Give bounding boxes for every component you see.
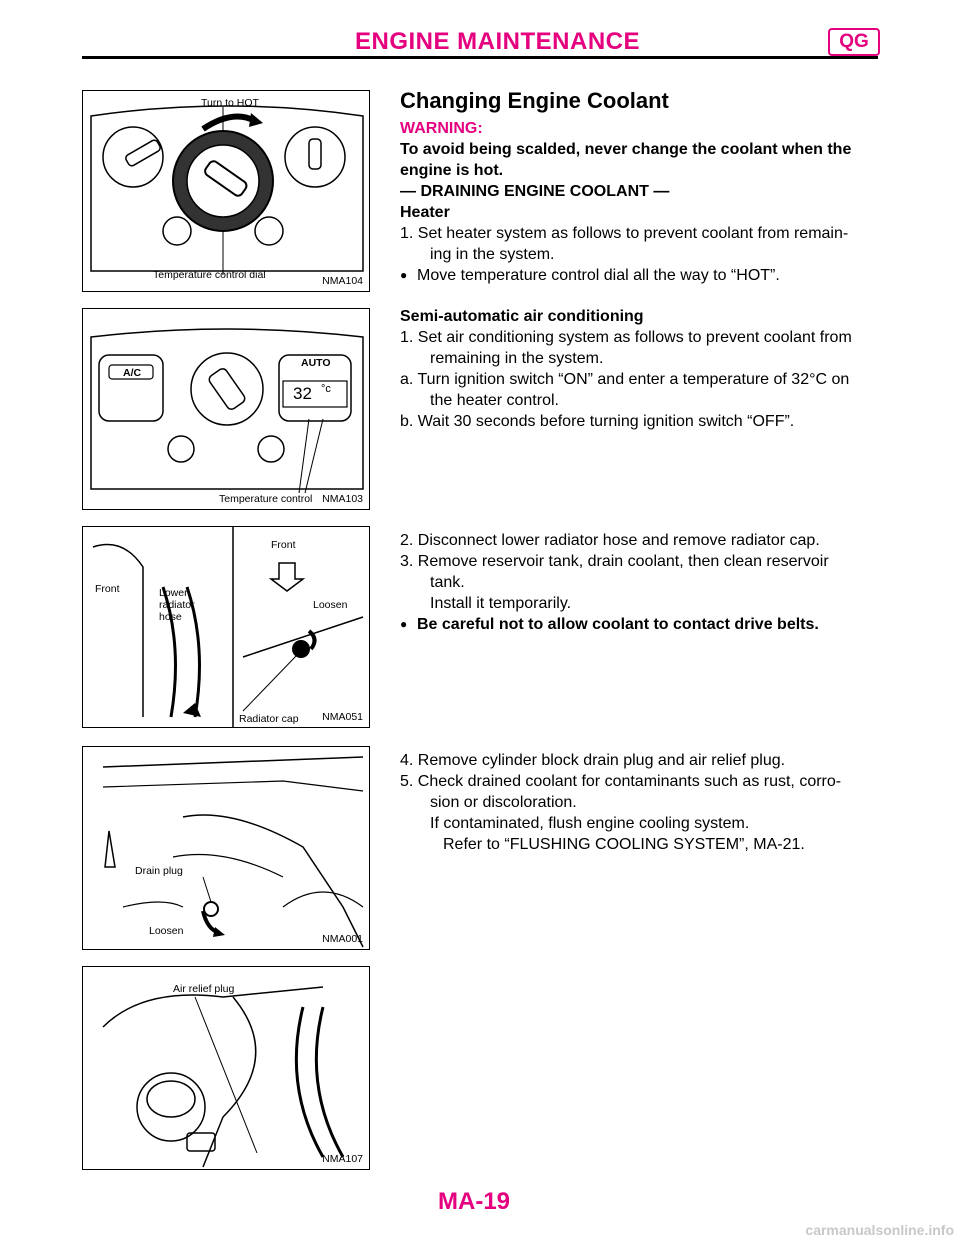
label-air-relief-plug: Air relief plug bbox=[173, 983, 235, 995]
semi-step-1-cont: remaining in the system. bbox=[430, 350, 604, 367]
step-3-cont: tank. bbox=[430, 574, 465, 591]
label-lower-radiator-hose: Lower radiator hose bbox=[159, 587, 195, 623]
figure-drain-plug bbox=[82, 746, 370, 950]
figure-code: NMA103 bbox=[322, 493, 363, 505]
section-title: Changing Engine Coolant bbox=[400, 88, 669, 113]
label-front-right: Front bbox=[271, 539, 296, 551]
figure-air-relief-plug bbox=[82, 966, 370, 1170]
label-temperature-control: Temperature control bbox=[219, 493, 313, 505]
figure-ac-control bbox=[82, 308, 370, 510]
semi-step-a: a. Turn ignition switch “ON” and enter a temperature of 32°C on bbox=[400, 371, 850, 388]
subhead-draining: — DRAINING ENGINE COOLANT — bbox=[400, 183, 670, 200]
semi-step-a-cont: the heater control. bbox=[430, 392, 559, 409]
figure-code: NMA107 bbox=[322, 1153, 363, 1165]
step-3: 3. Remove reservoir tank, drain coolant, then clean reservoir bbox=[400, 553, 829, 570]
warning-label: WARNING: bbox=[400, 120, 483, 137]
watermark: carmanualsonline.info bbox=[805, 1222, 954, 1238]
label-loosen: Loosen bbox=[313, 599, 348, 611]
heater-step-1-cont: ing in the system. bbox=[430, 246, 555, 263]
ac-control-illustration bbox=[83, 309, 370, 510]
step-5-ref: Refer to “FLUSHING COOLING SYSTEM”, MA-21. bbox=[443, 836, 805, 853]
step-4: 4. Remove cylinder block drain plug and air relief plug. bbox=[400, 752, 786, 769]
temperature-unit: °c bbox=[321, 383, 331, 395]
drain-plug-illustration bbox=[83, 747, 370, 950]
auto-button-label: AUTO bbox=[301, 357, 331, 369]
page-title: ENGINE MAINTENANCE bbox=[355, 28, 641, 55]
figure-code: NMA001 bbox=[322, 933, 363, 945]
page-number: MA-19 bbox=[438, 1188, 511, 1215]
heater-control-illustration bbox=[83, 91, 370, 292]
semi-step-1: 1. Set air conditioning system as follows to prevent coolant from bbox=[400, 329, 852, 346]
warning-text: To avoid being scalded, never change the coolant when the engine is hot. bbox=[400, 141, 852, 179]
step-3-cont2: Install it temporarily. bbox=[430, 595, 572, 612]
label-temperature-control-dial: Temperature control dial bbox=[153, 269, 266, 281]
figure-heater-control bbox=[82, 90, 370, 292]
heater-title: Heater bbox=[400, 204, 450, 221]
label-turn-to-hot: Turn to HOT bbox=[201, 97, 259, 109]
radiator-illustration bbox=[83, 527, 370, 728]
label-drain-plug: Drain plug bbox=[135, 865, 183, 877]
figure-code: NMA104 bbox=[322, 275, 363, 287]
ac-button-label: A/C bbox=[123, 367, 142, 379]
heater-step-1: 1. Set heater system as follows to prevent coolant from remain- bbox=[400, 225, 849, 242]
label-loosen: Loosen bbox=[149, 925, 184, 937]
semi-step-b: b. Wait 30 seconds before turning ignition switch “OFF”. bbox=[400, 413, 795, 430]
heater-bullet: ● Move temperature control dial all the way to “HOT”. bbox=[400, 265, 884, 286]
label-radiator-cap: Radiator cap bbox=[239, 713, 299, 725]
section-radiator-steps bbox=[400, 530, 884, 635]
figure-radiator bbox=[82, 526, 370, 728]
label-front-left: Front bbox=[95, 583, 120, 595]
section-drain-steps bbox=[400, 750, 884, 855]
step-5: 5. Check drained coolant for contaminants such as rust, corro- bbox=[400, 773, 842, 790]
figure-code: NMA051 bbox=[322, 711, 363, 723]
temperature-display: 32 bbox=[293, 384, 312, 403]
step-3-bullet: ● Be careful not to allow coolant to contact drive belts. bbox=[400, 614, 884, 635]
air-relief-plug-illustration bbox=[83, 967, 370, 1170]
step-5-cont: sion or discoloration. bbox=[430, 794, 577, 811]
semi-title: Semi-automatic air conditioning bbox=[400, 308, 644, 325]
step-2: 2. Disconnect lower radiator hose and remove radiator cap. bbox=[400, 532, 820, 549]
engine-code-badge: QG bbox=[828, 28, 880, 56]
section-changing-coolant bbox=[400, 88, 884, 286]
step-5-cont2: If contaminated, flush engine cooling system. bbox=[430, 815, 750, 832]
section-semi-auto bbox=[400, 306, 884, 432]
header-rule bbox=[82, 56, 878, 59]
